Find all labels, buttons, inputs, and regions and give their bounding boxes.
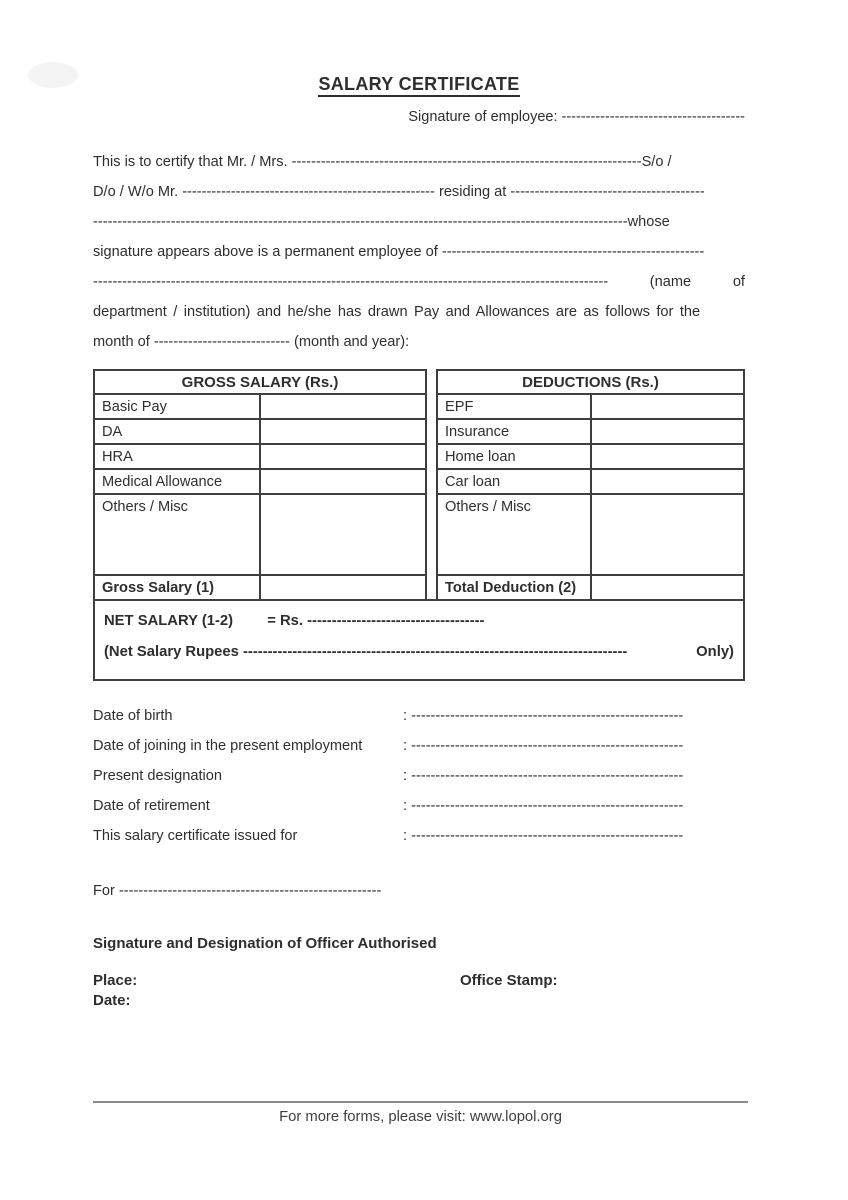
row-value-blank [260, 419, 426, 444]
salary-tables [93, 369, 745, 601]
table-row [94, 419, 426, 444]
row-label: Others / Misc [94, 494, 260, 575]
gross-total-label: Gross Salary (1) [94, 575, 260, 600]
row-label: DA [94, 419, 260, 444]
detail-value-line: : -------------------------------------------------------- [403, 708, 684, 724]
net-salary-amount-line: = Rs. ------------------------------------ [267, 613, 485, 629]
detail-label: Date of birth [93, 708, 173, 724]
paragraph-line [93, 267, 745, 297]
table-row [437, 469, 744, 494]
office-stamp-label: Office Stamp: [460, 972, 558, 989]
table-header-row [94, 370, 426, 394]
detail-row [93, 761, 745, 791]
row-value-blank [260, 494, 426, 575]
row-label: Home loan [437, 444, 591, 469]
paragraph-line: department / institution) and he/she has drawn Pay and Allowances are as follows for the [93, 304, 701, 320]
row-value-blank [260, 394, 426, 419]
detail-value-line: : -------------------------------------------------------- [403, 798, 684, 814]
place-label: Place: [93, 972, 138, 989]
table-row [437, 494, 744, 575]
row-value-blank [591, 419, 745, 444]
net-salary-words-only: Only) [696, 644, 734, 660]
row-label: Car loan [437, 469, 591, 494]
table-total-row [437, 575, 744, 600]
table-row [94, 469, 426, 494]
detail-row [93, 791, 745, 821]
row-label: Basic Pay [94, 394, 260, 419]
table-row [437, 394, 744, 419]
paragraph-line: --------------------------------------------------------------------------------------------------------------whose [93, 214, 670, 230]
deductions-table [436, 369, 745, 601]
gross-table-header: GROSS SALARY (Rs.) [94, 370, 426, 394]
row-value-blank [591, 494, 745, 575]
paragraph-word: of [732, 274, 745, 290]
net-salary-words-line [104, 644, 734, 660]
date-label: Date: [93, 992, 131, 1009]
table-row [94, 494, 426, 575]
row-value-blank [260, 444, 426, 469]
deduction-total-label: Total Deduction (2) [437, 575, 591, 600]
paragraph-line: signature appears above is a permanent employee of ------------------------------------------------------ [93, 244, 705, 260]
scan-artifact-smudge [28, 62, 78, 88]
row-label: HRA [94, 444, 260, 469]
gross-salary-table [93, 369, 427, 601]
detail-label: This salary certificate issued for [93, 828, 298, 844]
row-value-blank [260, 469, 426, 494]
net-salary-box [93, 599, 745, 681]
row-label: Others / Misc [437, 494, 591, 575]
row-label: Medical Allowance [94, 469, 260, 494]
row-value-blank [591, 575, 745, 600]
paragraph-dashes: ---------------------------------------------------------------------------------------------------------- [93, 274, 609, 290]
officer-signature-heading: Signature and Designation of Officer Authorised [93, 935, 437, 952]
table-row [437, 444, 744, 469]
page-title-text: SALARY CERTIFICATE [318, 74, 519, 97]
table-row [94, 444, 426, 469]
certify-paragraph [93, 147, 745, 357]
net-salary-label: NET SALARY (1-2) [104, 613, 234, 629]
table-row [437, 419, 744, 444]
page-footer [93, 1101, 748, 1125]
row-label: EPF [437, 394, 591, 419]
footer-divider [93, 1101, 748, 1103]
detail-row [93, 731, 745, 761]
table-total-row [94, 575, 426, 600]
detail-label: Present designation [93, 768, 222, 784]
paragraph-line: D/o / W/o Mr. ---------------------------------------------------- residing at ---------------------------------------- [93, 184, 705, 200]
place-office-stamp-row [93, 972, 745, 989]
row-value-blank [591, 394, 745, 419]
for-signature-line: For ------------------------------------------------------ [93, 883, 382, 899]
net-salary-line [104, 613, 734, 629]
detail-label: Date of joining in the present employment [93, 738, 363, 754]
document-content [93, 0, 745, 1009]
detail-row [93, 701, 745, 731]
detail-row [93, 821, 745, 851]
table-header-row [437, 370, 744, 394]
paragraph-word: (name [649, 274, 692, 290]
table-row [94, 394, 426, 419]
detail-value-line: : -------------------------------------------------------- [403, 828, 684, 844]
detail-value-line: : -------------------------------------------------------- [403, 768, 684, 784]
paragraph-line: month of ---------------------------- (month and year): [93, 334, 410, 350]
employee-signature-line: Signature of employee: -------------------------------------- [408, 109, 745, 125]
row-label: Insurance [437, 419, 591, 444]
footer-note: For more forms, please visit: www.lopol.org [279, 1109, 562, 1125]
page-title [93, 74, 745, 95]
detail-label: Date of retirement [93, 798, 210, 814]
row-value-blank [591, 469, 745, 494]
row-value-blank [260, 575, 426, 600]
detail-value-line: : -------------------------------------------------------- [403, 738, 684, 754]
details-list [93, 701, 745, 851]
net-salary-words-dashes: (Net Salary Rupees ------------------------------------------------------------------------------ [104, 644, 628, 660]
paragraph-line: This is to certify that Mr. / Mrs. ------------------------------------------------------------------------S/o / [93, 154, 672, 170]
deductions-table-header: DEDUCTIONS (Rs.) [437, 370, 744, 394]
row-value-blank [591, 444, 745, 469]
